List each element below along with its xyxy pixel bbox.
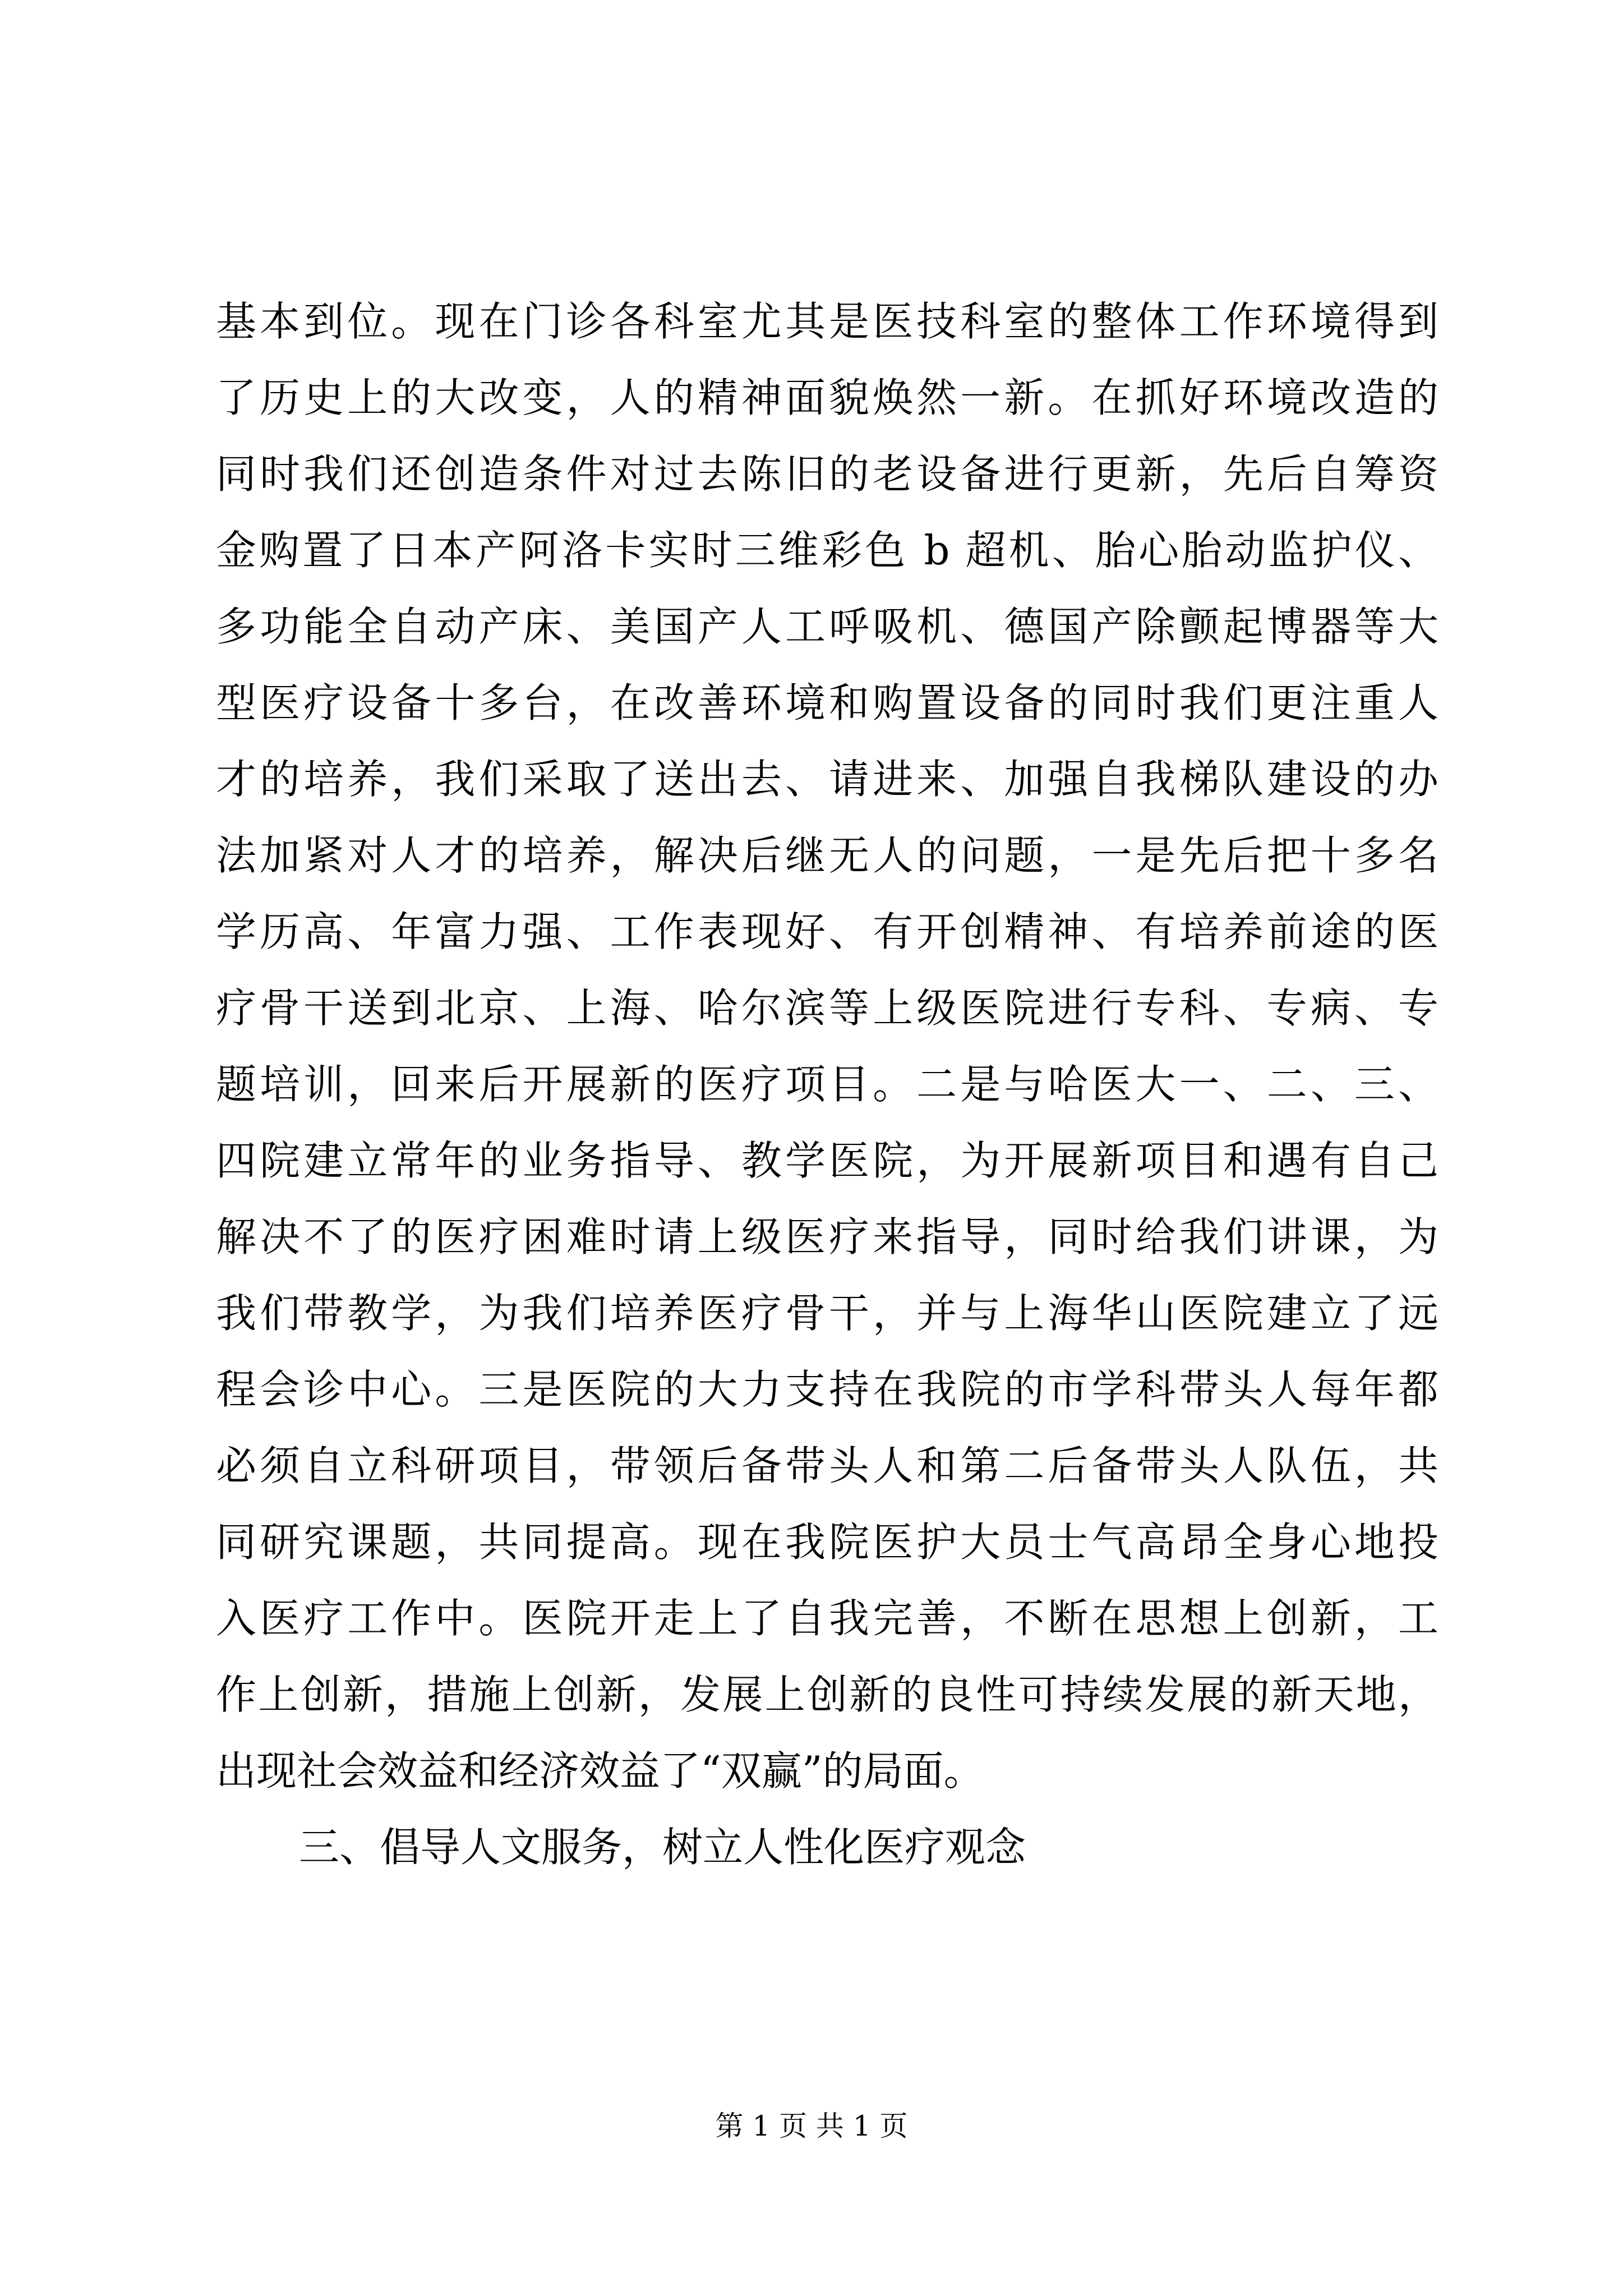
paragraph-line: 基本到位。现在门诊各科室尤其是医技科室的整体工作环境得到 — [216, 298, 1438, 345]
body-text — [216, 283, 1438, 1885]
paragraph-line: 才的培养，我们采取了送出去、请进来、加强自我梯队建设的办 — [216, 756, 1438, 803]
paragraph-line: 我们带教学，为我们培养医疗骨干，并与上海华山医院建立了远 — [216, 1290, 1438, 1337]
section-heading: 三、倡导人文服务，树立人性化医疗观念 — [299, 1824, 1026, 1871]
paragraph-line: 金购置了日本产阿洛卡实时三维彩色 b 超机、胎心胎动监护仪、 — [216, 527, 1438, 574]
paragraph-line: 了历史上的大改变，人的精神面貌焕然一新。在抓好环境改造的 — [216, 374, 1438, 421]
paragraph-line: 解决不了的医疗困难时请上级医疗来指导，同时给我们讲课，为 — [216, 1213, 1438, 1260]
paragraph-line: 作上创新，措施上创新，发展上创新的良性可持续发展的新天地， — [216, 1671, 1438, 1718]
paragraph-line: 法加紧对人才的培养，解决后继无人的问题，一是先后把十多名 — [216, 832, 1438, 879]
paragraph-line: 入医疗工作中。医院开走上了自我完善，不断在思想上创新，工 — [216, 1595, 1438, 1642]
paragraph-line: 学历高、年富力强、工作表现好、有开创精神、有培养前途的医 — [216, 908, 1438, 955]
paragraph-line: 程会诊中心。三是医院的大力支持在我院的市学科带头人每年都 — [216, 1366, 1438, 1413]
paragraph-line: 四院建立常年的业务指导、教学医院，为开展新项目和遇有自己 — [216, 1137, 1438, 1184]
paragraph-line: 疗骨干送到北京、上海、哈尔滨等上级医院进行专科、专病、专 — [216, 984, 1438, 1032]
paragraph-line: 同研究课题，共同提高。现在我院医护大员士气高昂全身心地投 — [216, 1519, 1438, 1566]
paragraph-line: 必须自立科研项目，带领后备带头人和第二后备带头人队伍，共 — [216, 1442, 1438, 1489]
page-footer: 第 1 页 共 1 页 — [715, 2110, 908, 2142]
paragraph-line: 题培训，回来后开展新的医疗项目。二是与哈医大一、二、三、 — [216, 1061, 1438, 1108]
paragraph-line: 同时我们还创造条件对过去陈旧的老设备进行更新，先后自筹资 — [216, 450, 1438, 498]
paragraph-line: 型医疗设备十多台，在改善环境和购置设备的同时我们更注重人 — [216, 679, 1438, 726]
paragraph-line: 出现社会效益和经济效益了“双赢”的局面。 — [216, 1747, 984, 1795]
paragraph-line: 多功能全自动产床、美国产人工呼吸机、德国产除颤起博器等大 — [216, 603, 1438, 650]
